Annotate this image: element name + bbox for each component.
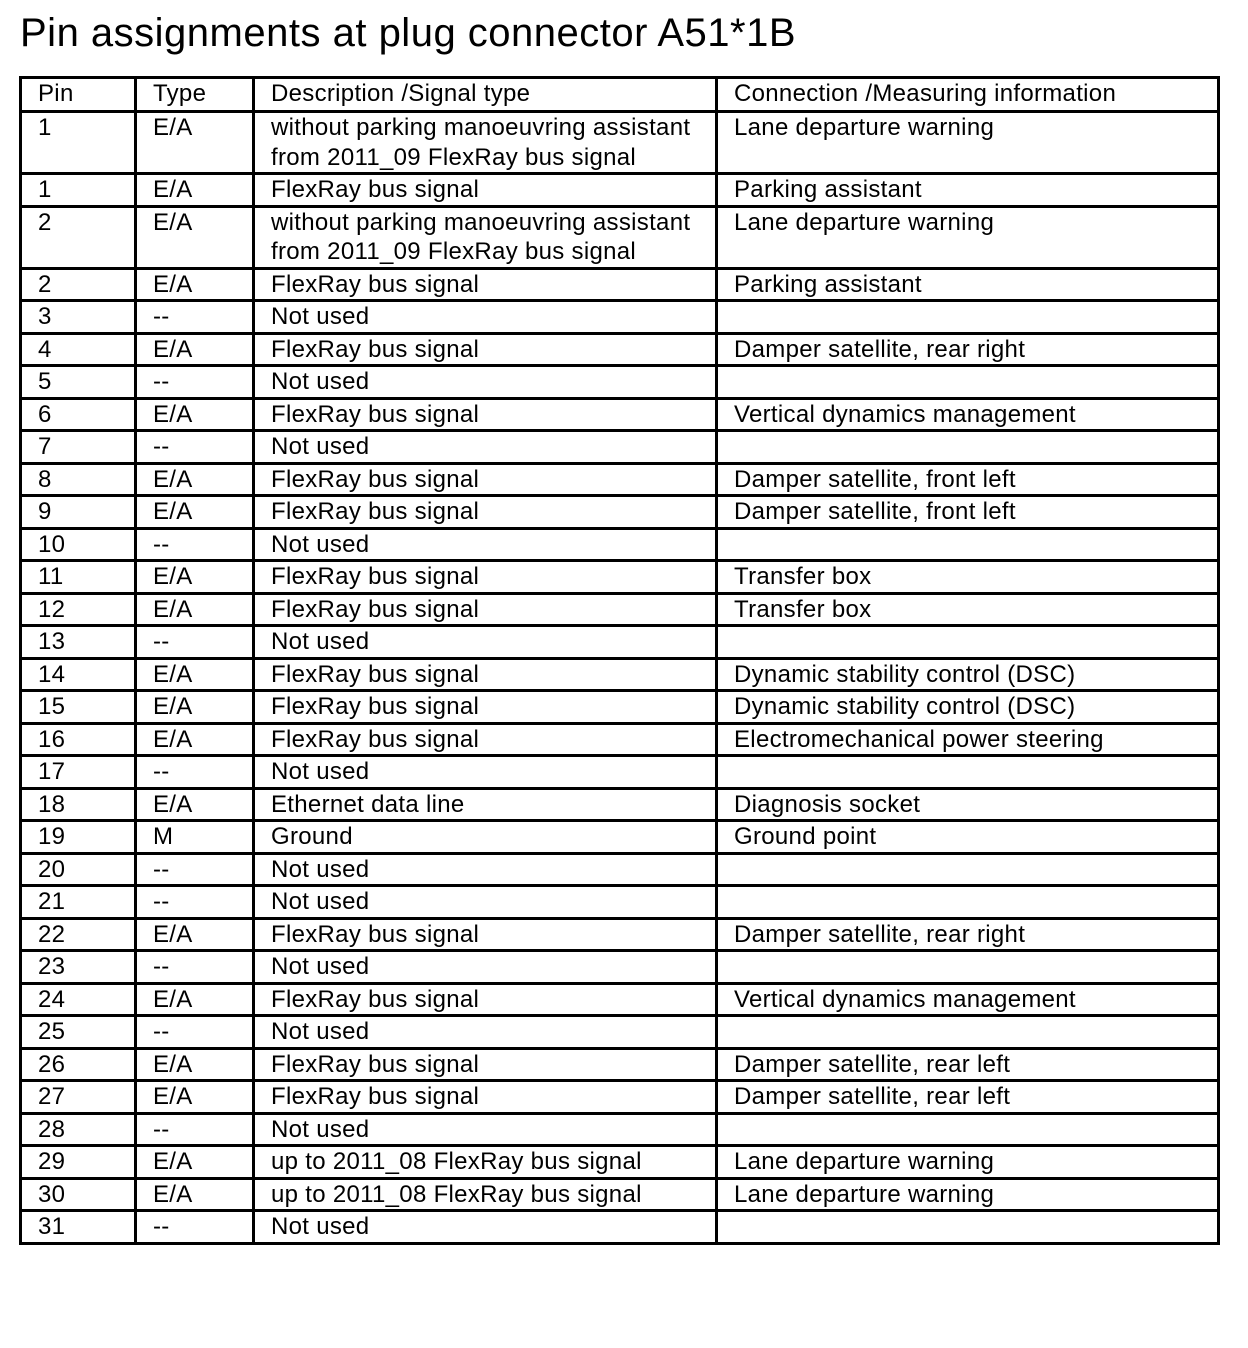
type-cell: -- [136, 366, 254, 399]
table-row [21, 1081, 1219, 1114]
table-body [21, 112, 1219, 1244]
type-cell: E/A [136, 112, 254, 174]
pin-cell: 7 [21, 431, 136, 464]
connection-cell: Transfer box [717, 593, 1219, 626]
connection-cell: Damper satellite, rear left [717, 1081, 1219, 1114]
description-cell: FlexRay bus signal [254, 496, 717, 529]
connection-cell [717, 853, 1219, 886]
description-cell: FlexRay bus signal [254, 1048, 717, 1081]
connection-cell [717, 886, 1219, 919]
table-row [21, 1016, 1219, 1049]
pin-cell: 21 [21, 886, 136, 919]
type-cell: E/A [136, 268, 254, 301]
connection-cell: Electromechanical power steering [717, 723, 1219, 756]
table-row [21, 691, 1219, 724]
pin-cell: 24 [21, 983, 136, 1016]
table-row [21, 788, 1219, 821]
pin-cell: 30 [21, 1178, 136, 1211]
type-cell: -- [136, 853, 254, 886]
type-cell: E/A [136, 1048, 254, 1081]
pin-cell: 12 [21, 593, 136, 626]
table-row [21, 593, 1219, 626]
table-row [21, 951, 1219, 984]
connection-cell: Vertical dynamics management [717, 983, 1219, 1016]
description-cell: FlexRay bus signal [254, 463, 717, 496]
pin-cell: 25 [21, 1016, 136, 1049]
pin-cell: 5 [21, 366, 136, 399]
column-header-pin: Pin [21, 78, 136, 112]
pin-cell: 1 [21, 174, 136, 207]
type-cell: -- [136, 301, 254, 334]
column-header-description: Description /Signal type [254, 78, 717, 112]
description-cell: Ethernet data line [254, 788, 717, 821]
pin-cell: 2 [21, 268, 136, 301]
description-cell: FlexRay bus signal [254, 691, 717, 724]
connection-cell: Parking assistant [717, 174, 1219, 207]
table-row [21, 853, 1219, 886]
description-cell: Not used [254, 366, 717, 399]
pin-cell: 9 [21, 496, 136, 529]
table-row [21, 366, 1219, 399]
connection-cell [717, 301, 1219, 334]
type-cell: M [136, 821, 254, 854]
description-cell: without parking manoeuvring assistant from 2011_09 FlexRay bus signal [254, 112, 717, 174]
description-cell: FlexRay bus signal [254, 593, 717, 626]
table-row [21, 268, 1219, 301]
table-row [21, 112, 1219, 174]
type-cell: E/A [136, 593, 254, 626]
description-cell: FlexRay bus signal [254, 983, 717, 1016]
type-cell: -- [136, 431, 254, 464]
table-row [21, 496, 1219, 529]
type-cell: E/A [136, 658, 254, 691]
pin-cell: 19 [21, 821, 136, 854]
pin-cell: 15 [21, 691, 136, 724]
type-cell: E/A [136, 174, 254, 207]
description-cell: Not used [254, 853, 717, 886]
pin-cell: 18 [21, 788, 136, 821]
type-cell: -- [136, 1113, 254, 1146]
table-row [21, 1178, 1219, 1211]
page-title: Pin assignments at plug connector A51*1B [20, 11, 797, 55]
table-row [21, 658, 1219, 691]
table-row [21, 174, 1219, 207]
connection-cell: Lane departure warning [717, 1178, 1219, 1211]
description-cell: FlexRay bus signal [254, 918, 717, 951]
type-cell: -- [136, 626, 254, 659]
pin-cell: 6 [21, 398, 136, 431]
type-cell: E/A [136, 788, 254, 821]
connection-cell: Damper satellite, front left [717, 463, 1219, 496]
table-row [21, 463, 1219, 496]
description-cell: Not used [254, 1016, 717, 1049]
table-row [21, 983, 1219, 1016]
pin-cell: 11 [21, 561, 136, 594]
description-cell: FlexRay bus signal [254, 723, 717, 756]
type-cell: -- [136, 528, 254, 561]
pin-cell: 4 [21, 333, 136, 366]
description-cell: Not used [254, 626, 717, 659]
description-cell: without parking manoeuvring assistant from 2011_09 FlexRay bus signal [254, 206, 717, 268]
connection-cell [717, 431, 1219, 464]
connection-cell: Lane departure warning [717, 112, 1219, 174]
description-cell: up to 2011_08 FlexRay bus signal [254, 1146, 717, 1179]
pin-cell: 26 [21, 1048, 136, 1081]
connection-cell: Lane departure warning [717, 1146, 1219, 1179]
type-cell: E/A [136, 918, 254, 951]
type-cell: E/A [136, 691, 254, 724]
table-row [21, 1211, 1219, 1244]
table-row [21, 398, 1219, 431]
type-cell: -- [136, 1211, 254, 1244]
description-cell: Not used [254, 528, 717, 561]
type-cell: E/A [136, 463, 254, 496]
connection-cell [717, 1113, 1219, 1146]
table-row [21, 821, 1219, 854]
pin-cell: 10 [21, 528, 136, 561]
connection-cell [717, 756, 1219, 789]
pin-cell: 29 [21, 1146, 136, 1179]
pin-cell: 8 [21, 463, 136, 496]
column-header-type: Type [136, 78, 254, 112]
type-cell: E/A [136, 561, 254, 594]
table-row [21, 626, 1219, 659]
type-cell: E/A [136, 1146, 254, 1179]
pin-cell: 28 [21, 1113, 136, 1146]
connection-cell: Damper satellite, rear left [717, 1048, 1219, 1081]
table-header-row [21, 78, 1219, 112]
description-cell: Not used [254, 951, 717, 984]
pin-cell: 20 [21, 853, 136, 886]
type-cell: -- [136, 756, 254, 789]
connection-cell: Ground point [717, 821, 1219, 854]
description-cell: Not used [254, 431, 717, 464]
table-row [21, 206, 1219, 268]
description-cell: FlexRay bus signal [254, 174, 717, 207]
type-cell: E/A [136, 723, 254, 756]
type-cell: E/A [136, 206, 254, 268]
type-cell: E/A [136, 1178, 254, 1211]
pin-cell: 17 [21, 756, 136, 789]
table-row [21, 431, 1219, 464]
column-header-connection: Connection /Measuring information [717, 78, 1219, 112]
connection-cell [717, 1016, 1219, 1049]
description-cell: Not used [254, 756, 717, 789]
pin-cell: 1 [21, 112, 136, 174]
connection-cell: Lane departure warning [717, 206, 1219, 268]
description-cell: Not used [254, 886, 717, 919]
table-row [21, 886, 1219, 919]
description-cell: FlexRay bus signal [254, 1081, 717, 1114]
connection-cell: Vertical dynamics management [717, 398, 1219, 431]
pin-cell: 27 [21, 1081, 136, 1114]
type-cell: -- [136, 886, 254, 919]
connection-cell: Diagnosis socket [717, 788, 1219, 821]
pin-cell: 2 [21, 206, 136, 268]
description-cell: FlexRay bus signal [254, 658, 717, 691]
description-cell: FlexRay bus signal [254, 268, 717, 301]
table-row [21, 918, 1219, 951]
table-row [21, 528, 1219, 561]
type-cell: E/A [136, 496, 254, 529]
type-cell: E/A [136, 983, 254, 1016]
pin-cell: 31 [21, 1211, 136, 1244]
connection-cell: Damper satellite, rear right [717, 918, 1219, 951]
table-row [21, 756, 1219, 789]
description-cell: Not used [254, 1113, 717, 1146]
connection-cell: Transfer box [717, 561, 1219, 594]
type-cell: -- [136, 1016, 254, 1049]
connection-cell [717, 528, 1219, 561]
description-cell: FlexRay bus signal [254, 561, 717, 594]
pin-cell: 22 [21, 918, 136, 951]
description-cell: Ground [254, 821, 717, 854]
table-row [21, 561, 1219, 594]
type-cell: -- [136, 951, 254, 984]
table-row [21, 301, 1219, 334]
pin-cell: 13 [21, 626, 136, 659]
type-cell: E/A [136, 333, 254, 366]
type-cell: E/A [136, 1081, 254, 1114]
connection-cell: Damper satellite, rear right [717, 333, 1219, 366]
description-cell: Not used [254, 1211, 717, 1244]
table-row [21, 723, 1219, 756]
description-cell: up to 2011_08 FlexRay bus signal [254, 1178, 717, 1211]
description-cell: Not used [254, 301, 717, 334]
pin-cell: 14 [21, 658, 136, 691]
connection-cell [717, 366, 1219, 399]
connection-cell: Dynamic stability control (DSC) [717, 691, 1219, 724]
connection-cell [717, 951, 1219, 984]
connection-cell: Dynamic stability control (DSC) [717, 658, 1219, 691]
description-cell: FlexRay bus signal [254, 333, 717, 366]
table-row [21, 1113, 1219, 1146]
table-row [21, 1048, 1219, 1081]
table-row [21, 333, 1219, 366]
type-cell: E/A [136, 398, 254, 431]
pin-assignment-table [19, 76, 1220, 1245]
connection-cell: Parking assistant [717, 268, 1219, 301]
connection-cell [717, 626, 1219, 659]
pin-cell: 16 [21, 723, 136, 756]
connection-cell: Damper satellite, front left [717, 496, 1219, 529]
table-row [21, 1146, 1219, 1179]
pin-cell: 23 [21, 951, 136, 984]
connection-cell [717, 1211, 1219, 1244]
pin-cell: 3 [21, 301, 136, 334]
description-cell: FlexRay bus signal [254, 398, 717, 431]
